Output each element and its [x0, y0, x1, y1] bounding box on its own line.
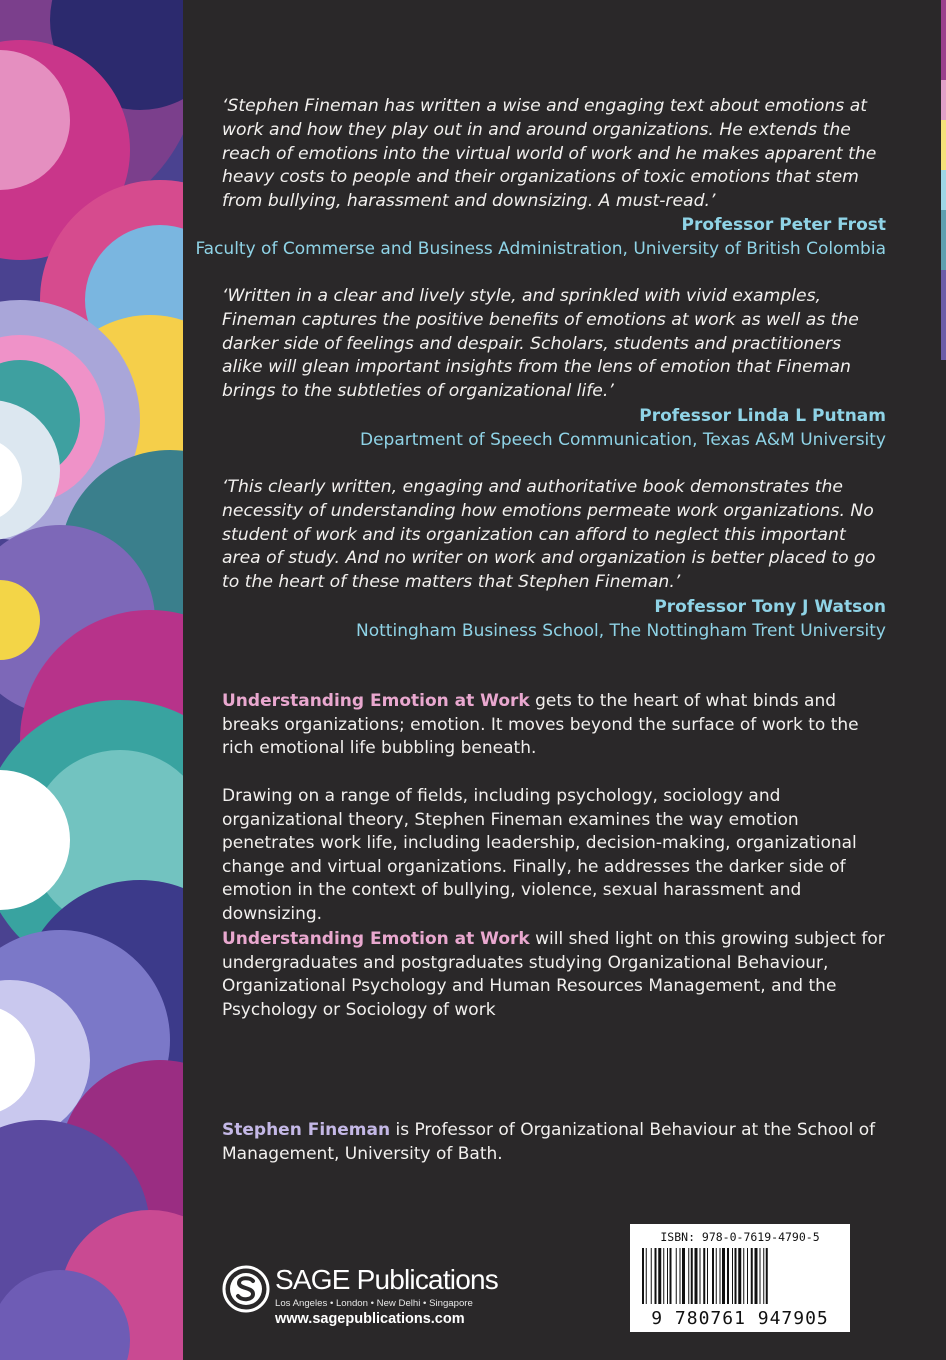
barcode-bar	[682, 1248, 685, 1304]
barcode-bar	[695, 1248, 698, 1304]
barcode-bar	[663, 1248, 664, 1304]
barcode-bar	[667, 1248, 668, 1304]
barcode-bar	[658, 1248, 661, 1304]
barcode-bar	[732, 1248, 733, 1304]
barcode-bar	[763, 1248, 764, 1304]
endorser-affiliation-2: Department of Speech Communication, Texas A&M University	[360, 430, 886, 450]
description-paragraph-1	[222, 690, 890, 761]
endorser-affiliation-1: Faculty of Commerse and Business Administration, University of British Colombia	[195, 239, 886, 259]
endorser-affiliation-3: Nottingham Business School, The Nottingham Trent University	[356, 621, 886, 641]
barcode-bar	[716, 1248, 717, 1304]
book-title-highlight: Understanding Emotion at Work	[222, 929, 530, 949]
barcode-bar	[688, 1248, 689, 1304]
barcode-bar	[720, 1248, 721, 1304]
barcode-bar	[676, 1248, 677, 1304]
barcode-bar	[646, 1248, 647, 1304]
barcode-digits: 9 780761 947905	[651, 1308, 829, 1329]
barcode-bar	[703, 1248, 705, 1304]
barcode-bar	[766, 1248, 768, 1304]
barcode-bar	[738, 1248, 741, 1304]
publisher-cities: Los Angeles • London • New Delhi • Singapore	[275, 1298, 473, 1309]
edge-color-strip	[941, 0, 946, 360]
isbn-barcode	[630, 1224, 850, 1332]
publisher-url: www.sagepublications.com	[275, 1311, 465, 1327]
book-title-highlight: Understanding Emotion at Work	[222, 691, 530, 711]
endorser-name-1: Professor Peter Frost	[681, 215, 886, 235]
publisher-name: SAGE Publications	[275, 1264, 498, 1295]
barcode-bar	[747, 1248, 748, 1304]
barcode-bar	[751, 1248, 753, 1304]
barcode-bar	[707, 1248, 708, 1304]
endorser-name-3: Professor Tony J Watson	[654, 597, 886, 617]
endorsement-quote-3: ‘This clearly written, engaging and authoritative book demonstrates the necessity of understanding how emotions permeate work organizations. No student of work and its organization can afford to neglect this important area of study. And no writer on work and organization is better placed to go to the heart of these matters that Stephen Fineman.’	[222, 477, 876, 593]
description-text-1: gets to the heart of what binds and breaks organizations; emotion. It moves beyond the surface of work to the rich emotional life bubbling beneath.	[222, 691, 859, 759]
cover-artwork	[0, 0, 183, 1360]
author-bio	[222, 1119, 890, 1166]
barcode-bar	[655, 1248, 657, 1304]
barcode-bar	[712, 1248, 714, 1304]
barcode-bar	[670, 1248, 672, 1304]
endorsement-quote-1: ‘Stephen Fineman has written a wise and engaging text about emotions at work and how they play out in and around organizations. He extends the reach of emotions into the virtual world of work and he makes apparent the heavy costs to people and their organizations of toxic emotions that stem from bullying, harassment and downsizing. A must-read.’	[222, 96, 877, 212]
barcode-bar	[691, 1248, 693, 1304]
barcode-bar	[735, 1248, 737, 1304]
description-text-3: will shed light on this growing subject for undergraduates and postgraduates studying Organizational Behaviour, Organizational Psychology and Human Resources Management, and the Psychology or Sociology of work	[222, 929, 885, 1020]
endorsement-quote-2: ‘Written in a clear and lively style, and sprinkled with vivid examples, Fineman captures the positive benefits of emotions at work as well as the darker side of feelings and despair. Scholars, students and practitioners alike will glean important insights from the lens of emotion that Fineman brings to the subtleties of organizational life.’	[222, 286, 859, 402]
barcode-bar	[760, 1248, 761, 1304]
barcode-bar	[743, 1248, 744, 1304]
endorser-name-2: Professor Linda L Putnam	[639, 406, 886, 426]
barcode-bar	[755, 1248, 758, 1304]
barcode-bar	[700, 1248, 701, 1304]
barcode-bars	[640, 1248, 840, 1312]
sage-logo-icon	[222, 1265, 270, 1313]
barcode-bar	[651, 1248, 652, 1304]
barcode-bar	[727, 1248, 729, 1304]
author-name: Stephen Fineman	[222, 1120, 391, 1140]
barcode-bar	[642, 1248, 644, 1304]
description-paragraph-3	[222, 928, 890, 1022]
barcode-bar	[680, 1248, 681, 1304]
author-bio-text: is Professor of Organizational Behaviour at the School of Management, University of Bath.	[222, 1120, 876, 1164]
description-paragraph-2: Drawing on a range of fields, including psychology, sociology and organizational theory, Stephen Fineman examines the way emotion penetrates work life, including leadership, decision-making, organizational change and virtual organizations. Finally, he addresses the darker side of emotion in the context of bullying, violence, sexual harassment and downsizing.	[222, 786, 857, 924]
isbn-label: ISBN: 978-0-7619-4790-5	[660, 1230, 820, 1244]
barcode-bar	[722, 1248, 725, 1304]
